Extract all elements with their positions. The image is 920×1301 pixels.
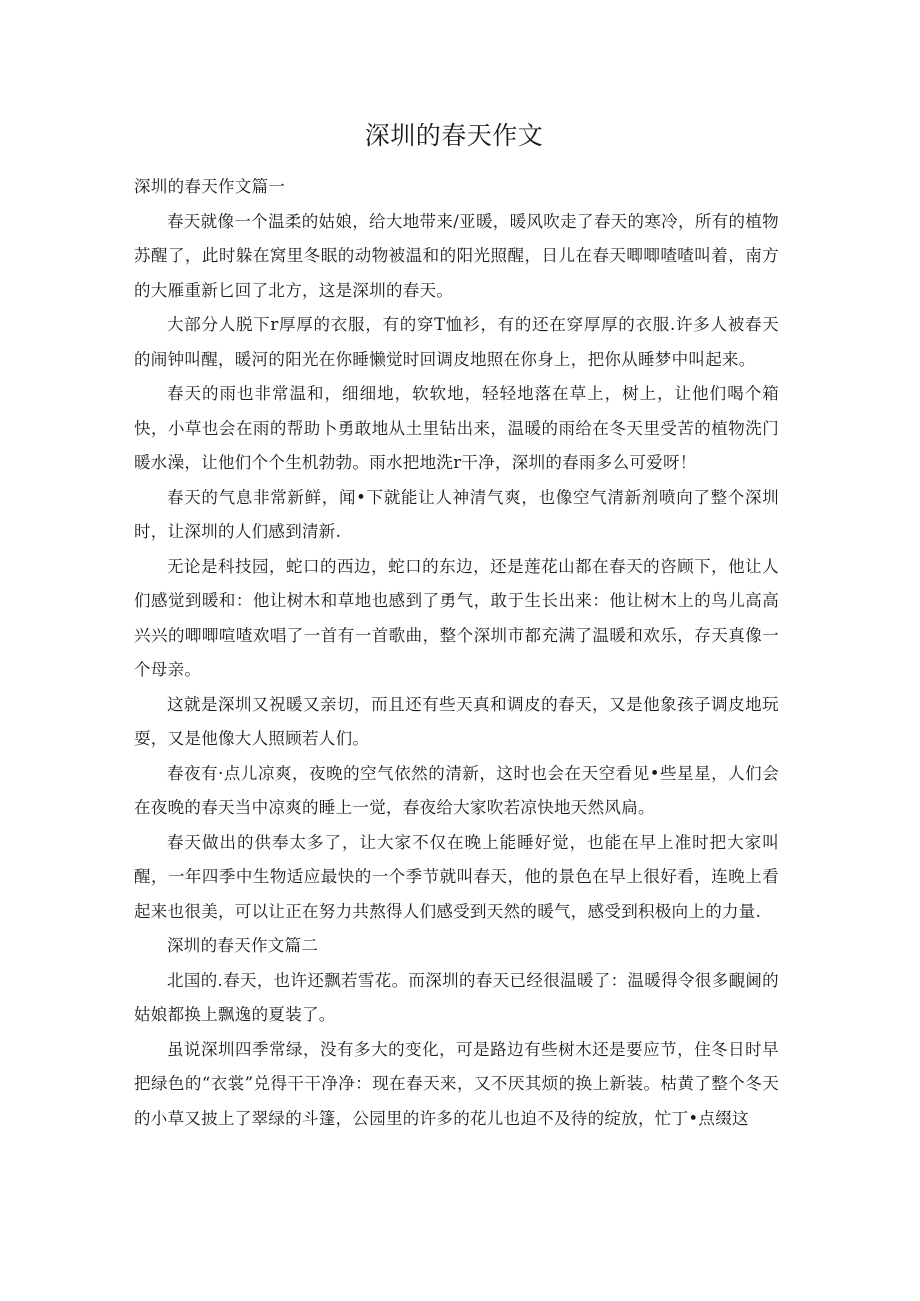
paragraph: 虽说深圳四季常绿，没有多大的变化，可是路边有些树木还是要应节，住冬日时早把绿色的“衣裳”兑得干干净净：现在春天来，又不厌其烦的换上新装。枯黄了整个冬天的小草又披上了翠绿的斗篷，公园里的许多的花儿也迫不及待的绽放，忙丁•点缀这 — [134, 1039, 779, 1128]
paragraph: 春天的气息非常新鲜，闻•下就能让人神清气爽，也像空气清新剂喷向了整个深圳时，让深圳的人们感到清新. — [134, 487, 779, 541]
paragraph: 春天的雨也非常温和，细细地，软软地，轻轻地落在草上，树上，让他们喝个箱快，小草也会在雨的帮助卜勇敢地从土里钻出来，温暖的雨给在冬天里受苦的植物洗门暖水澡，让他们个个生机勃勃。雨水把地洗r干净，深圳的春雨多么可爱呀！ — [134, 384, 779, 472]
paragraph: 大部分人脱下r厚厚的衣服，有的穿T恤衫，有的还在穿厚厚的衣服.许多人被春天的闹钟叫醒，暖河的阳光在你睡懒觉时回调皮地照在你身上，把你从睡梦中叫起来。 — [134, 315, 779, 369]
paragraph: 春天就像一个温柔的姑娘，给大地带来/亚暖，暖风吹走了春天的寒冷，所有的植物苏醒了，此时躲在窝里冬眠的动物被温和的阳光照醒，日儿在春天唧唧喳喳叫着，南方的大雁重新匕回了北方，这是深圳的春天。 — [134, 211, 779, 300]
paragraph: 北国的.春天，也许还飘若雪花。而深圳的春天已经很温暖了：温暖得令很多靦阃的姑娘都换上飘逸的夏装了。 — [134, 970, 779, 1024]
paragraph: 无论是科技园，蛇口的西边，蛇口的东边，还是莲花山都在春天的咨顾下，他让人们感觉到暖和：他让树木和草地也感到了勇气，敢于生长出来：他让树木上的鸟儿高高兴兴的唧唧喧喳欢唱了一首有一首歌曲，整个深圳市都充满了温暖和欢乐，存天真像一个母亲。 — [134, 556, 779, 679]
section-heading-1: 深圳的春天作文篇一 — [134, 177, 286, 196]
section-heading-2: 深圳的春天作文篇二 — [167, 936, 319, 955]
paragraph: 春夜有·点儿凉爽，夜晚的空气依然的清新，这时也会在天空看见•些星星，人们会在夜晚的春天当中凉爽的睡上一觉，春夜给大家吹若凉快地天然风扃。 — [134, 763, 779, 817]
document-title: 深圳的春天作文 — [364, 121, 544, 150]
paragraph: 这就是深圳又祝暖又亲切，而且还有些天真和调皮的春天，又是他象孩子调皮地玩耍，又是他像大人照顾若人们。 — [134, 694, 779, 748]
document-body — [134, 170, 779, 1136]
paragraph: 春天做出的供奉太多了，让大家不仅在晚上能睡好觉，也能在早上准时把大家叫醒，一年四季中生物适应最快的一个季节就叫春天，他的景色在早上很好看，连晚上看起来也很美，可以让正在努力共熬得人们感受到天然的暖气，感受到积极向上的力量. — [134, 832, 779, 921]
